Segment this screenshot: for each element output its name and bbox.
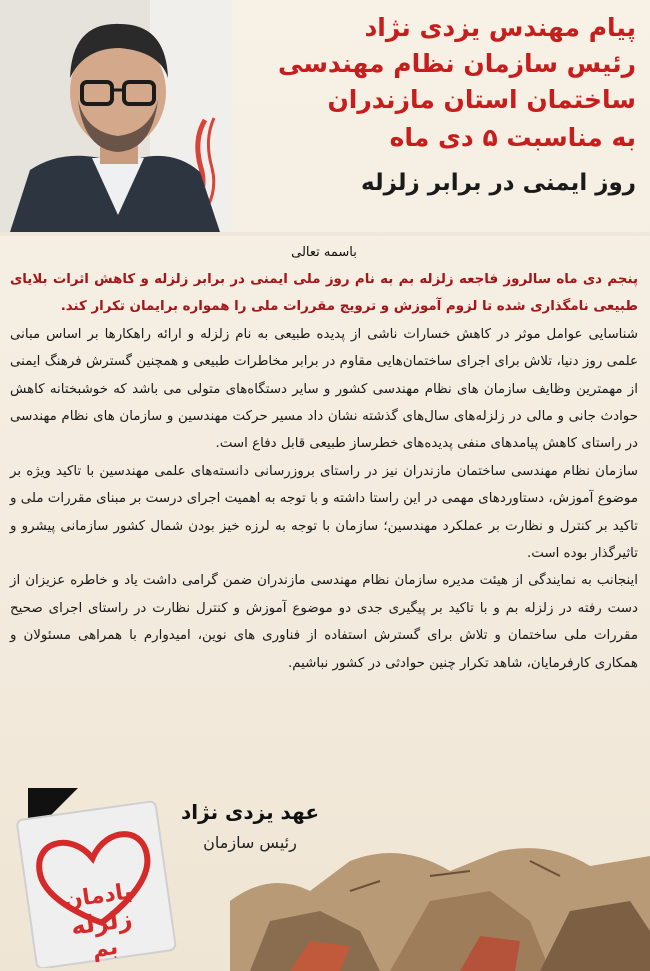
logo-line-2: زلزله	[69, 904, 134, 941]
logo-line-3: بم	[90, 934, 120, 964]
letter-body	[10, 242, 638, 677]
header-title-line-3: ساختمان استان مازندران	[327, 85, 636, 114]
signature-title: رئیس سازمان	[203, 833, 297, 852]
header-title-block	[236, 10, 636, 204]
paragraph-4: اینجانب به نمایندگی از هیئت مدیره سازمان نظام مهندسی مازندران ضمن گرامی داشت یاد و خاطره عزیزان از دست رفته در زلزله بم و با تاکید بر پیگیری جدی دو موضوع آموزش و کنترل نظارت در راستای اجرای صحیح مقررات ملی ساختمان و تلاش برای گسترش استفاده از فناوری های نوین، امیدوارم با همراهی مسئولان و همکاری کارفرمایان، شاهد تکرار چنین حوادثی در کشور نباشیم.	[10, 573, 638, 671]
header	[0, 0, 650, 232]
logo-line-1: یادمان	[62, 879, 134, 914]
paragraph-3: سازمان نظام مهندسی ساختمان مازندران نیز در راستای بروزرسانی دانسته‌های علمی مهندسین با تاکید ویژه بر موضوع آموزش، دستاوردهای مهمی در این راستا داشته و با توجه به اهمیت اجرای درست بر مبنای مقررات ملی و تاکید بر کنترل و نظارت بر عملکرد مهندسین؛ سازمان با توجه به لرزه خیز بودن شمال کشور سازمانی پیشرو و تاثیرگذار بوده است.	[10, 463, 638, 562]
header-title-line-1: پیام مهندس یزدی نژاد	[364, 13, 636, 42]
header-subtitle: روز ایمنی در برابر زلزله	[361, 170, 636, 196]
header-title-line-4: به مناسبت ۵ دی ماه	[389, 123, 636, 152]
bam-earthquake-memorial-logo	[8, 788, 183, 968]
header-divider	[0, 232, 650, 236]
header-title-line-2: رئیس سازمان نظام مهندسی	[278, 49, 636, 78]
intro-paragraph: پنجم دی ماه سالروز فاجعه زلزله بم به نام روز ملی ایمنی در برابر زلزله و کاهش اثرات بلایای طبیعی نامگذاری شده تا لزوم آموزش و ترویج مقررات ملی را همواره برایمان تکرار کند.	[10, 272, 638, 315]
portrait-photo	[0, 0, 232, 232]
portrait-illustration	[0, 0, 232, 232]
footer	[0, 780, 650, 971]
paragraph-2: شناسایی عوامل موثر در کاهش خسارات ناشی از پدیده طبیعی به نام زلزله و ارائه راهکارها بر اساس مبانی علمی روز دنیا، تلاش برای اجرای ساختمان‌هایی مقاوم در برابر مخاطرات طبیعی و همچنین گسترش فرهنگ ایمنی از مهمترین وظایف سازمان های نظام مهندسی کشور و سایر دستگاه‌های متولی می باشد که خوشبختانه کاهش حوادث جانی و مالی در زلزله‌های سال‌های گذشته نشان داد مسیر حرکت مهندسین و سازمان های نظام مهندسی در راستای کاهش پیامدهای منفی پدیده‌های خطرساز طبیعی قابل دفاع است.	[10, 326, 638, 452]
greeting: باسمه تعالی	[291, 245, 357, 260]
signature-name: عهد یزدی نژاد	[181, 800, 319, 824]
